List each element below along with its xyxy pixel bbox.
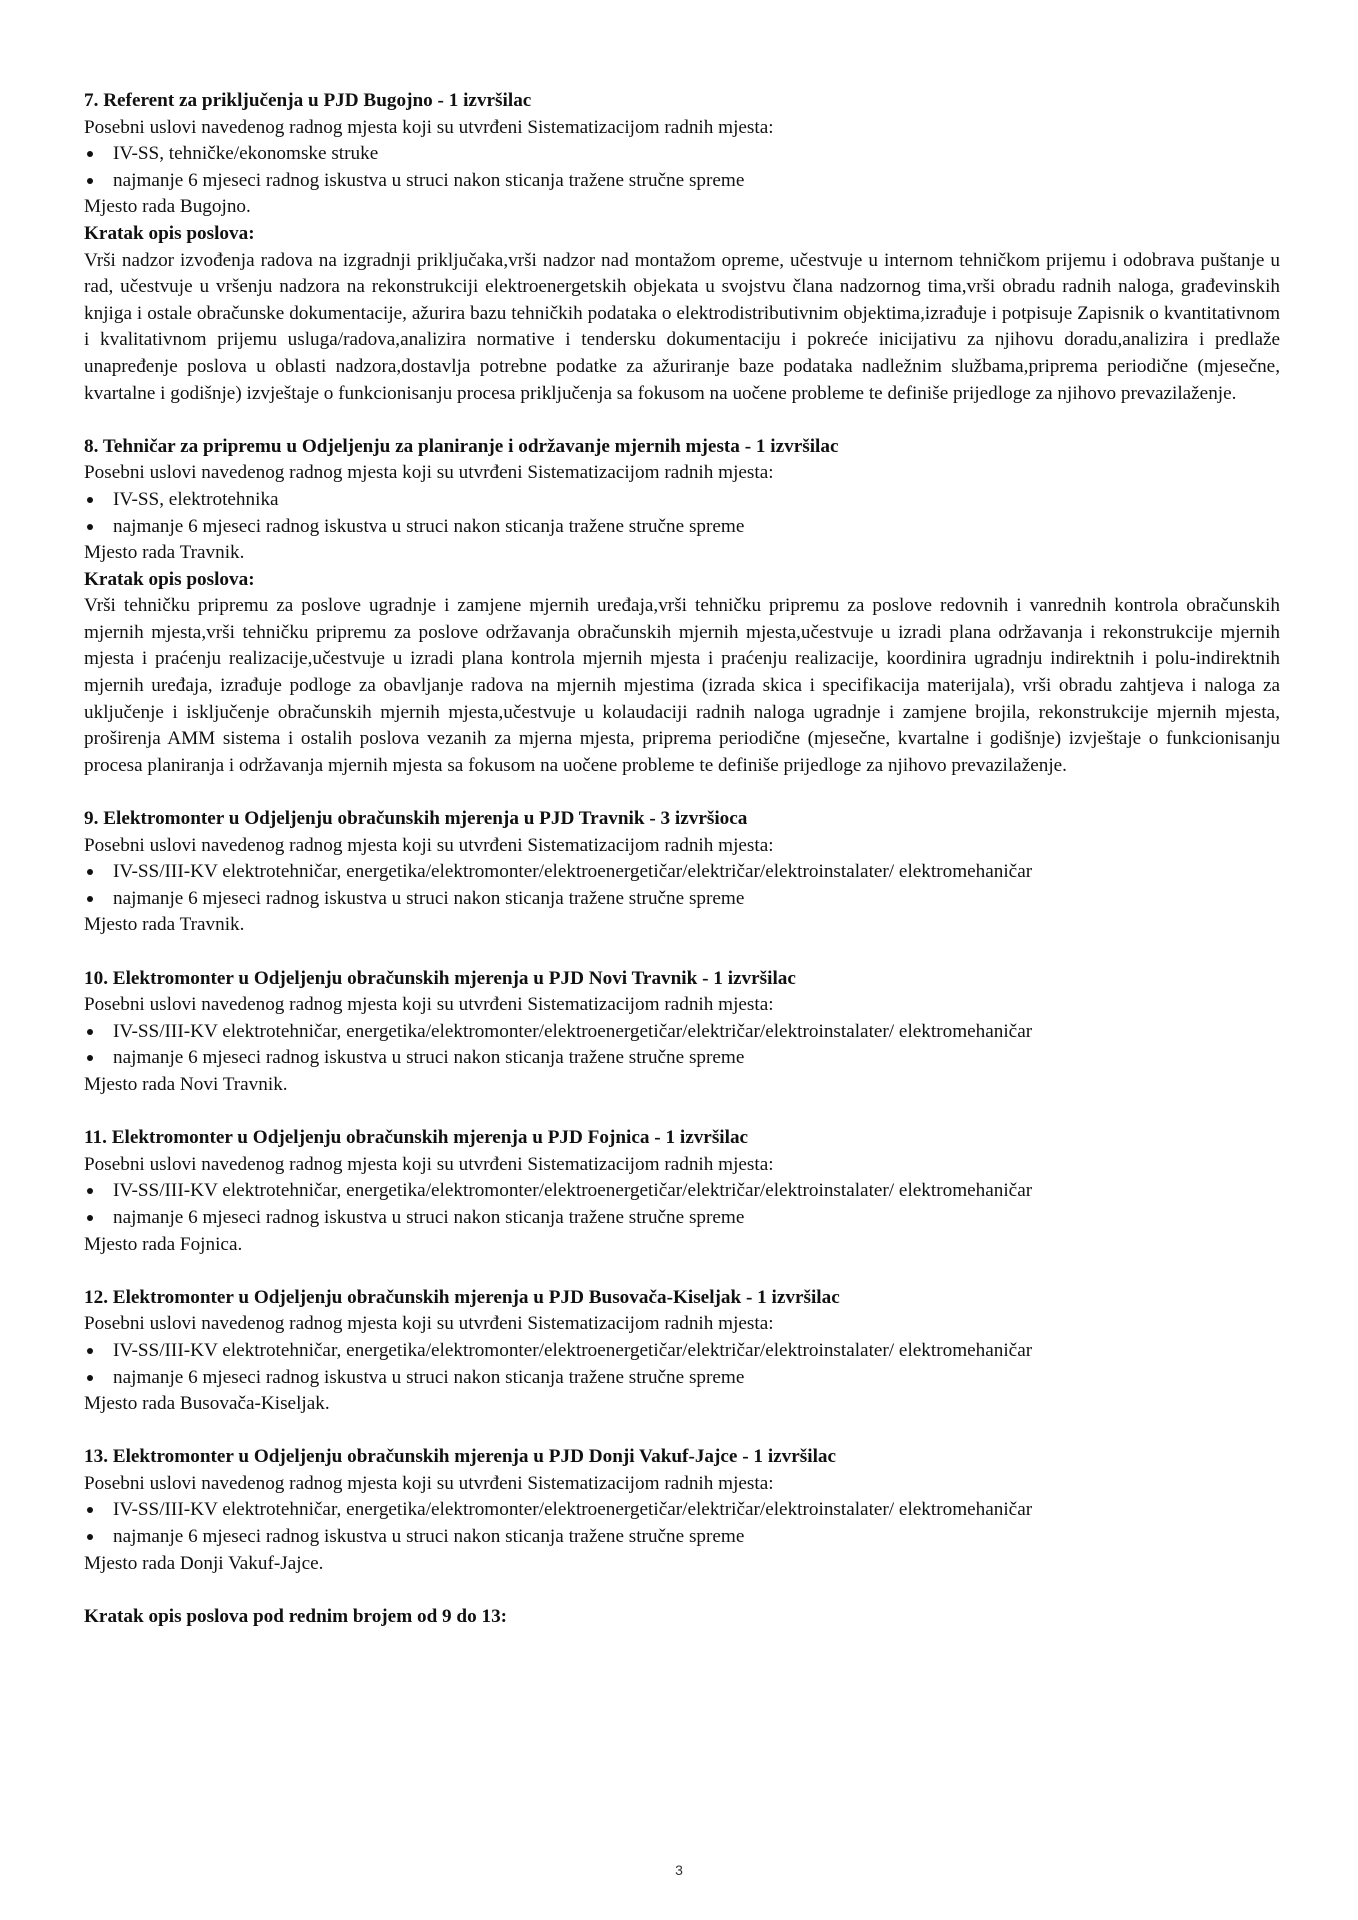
list-item-text: IV-SS/III-KV elektrotehničar, energetika/elektromonter/elektroenergetičar/električar/elektroinstalater/ elektromehaničar [113, 1499, 1033, 1521]
conditions-intro: Posebni uslovi navedenog radnog mjesta koji su utvrđeni Sistematizacijom radnih mjesta: [84, 994, 774, 1016]
conditions-intro: Posebni uslovi navedenog radnog mjesta koji su utvrđeni Sistematizacijom radnih mjesta: [84, 462, 774, 484]
bullet-icon [87, 1188, 93, 1194]
list-item [84, 1338, 1280, 1365]
conditions-list [84, 1178, 1280, 1231]
job-section-12 [84, 1285, 1280, 1418]
job-section-10 [84, 966, 1280, 1099]
work-location: Mjesto rada Donji Vakuf-Jajce. [84, 1552, 324, 1574]
section-title: 10. Elektromonter u Odjeljenju obračunskih mjerenja u PJD Novi Travnik - 1 izvršilac [84, 967, 796, 989]
page-number: 3 [675, 1862, 683, 1878]
job-description: Vrši nadzor izvođenja radova na izgradnji priključaka,vrši nadzor nad montažom opreme, učestvuje u internom tehničkom prijemu i odobrava puštanje u rad, učestvuje u vršenju nadzora na rekonstrukciji elektroenergetskih objekata u svojstvu člana nadzornog tima,vrši obradu radnih naloga, građevinskih knjiga i ostale obračunske dokumentacije, ažurira bazu tehničkih podataka o elektrodistributivnim objektima,izrađuje i potpisuje Zapisnik o kvantitativnom i kvalitativnom prijemu usluga/radova,analizira normative i tendersku dokumentaciju i pokreće inicijativu za njihovu doradu,analizira i predlaže unapređenje poslova u oblasti nadzora,dostavlja potrebne podatke za ažuriranje baze podataka nadležnim službama,priprema periodične (mjesečne, kvartalne i godišnje) izvještaje o funkcionisanju procesa priključenja sa fokusom na uočene probleme te definiše prijedloge za njihovo prevazilaženje. [84, 249, 1280, 404]
list-item-text: najmanje 6 mjeseci radnog iskustva u struci nakon sticanja tražene stručne spreme [113, 1366, 745, 1388]
bullet-icon [87, 524, 93, 530]
list-item [84, 1524, 1280, 1551]
bullet-icon [87, 1507, 93, 1513]
work-location: Mjesto rada Travnik. [84, 542, 245, 564]
conditions-list [84, 487, 1280, 540]
bullet-icon [87, 869, 93, 875]
list-item-text: najmanje 6 mjeseci radnog iskustva u struci nakon sticanja tražene stručne spreme [113, 1047, 745, 1069]
section-title: 11. Elektromonter u Odjeljenju obračunskih mjerenja u PJD Fojnica - 1 izvršilac [84, 1127, 749, 1149]
list-item-text: najmanje 6 mjeseci radnog iskustva u struci nakon sticanja tražene stručne spreme [113, 1526, 745, 1548]
shared-description-heading: Kratak opis poslova pod rednim brojem od 9 do 13: [84, 1605, 508, 1627]
work-location: Mjesto rada Bugojno. [84, 196, 251, 218]
conditions-intro: Posebni uslovi navedenog radnog mjesta koji su utvrđeni Sistematizacijom radnih mjesta: [84, 1472, 774, 1494]
bullet-icon [87, 1029, 93, 1035]
list-item [84, 141, 1280, 168]
conditions-intro: Posebni uslovi navedenog radnog mjesta koji su utvrđeni Sistematizacijom radnih mjesta: [84, 1153, 774, 1175]
bullet-icon [87, 1534, 93, 1540]
bullet-icon [87, 497, 93, 503]
conditions-list [84, 859, 1280, 912]
bullet-icon [87, 1348, 93, 1354]
document-page [84, 88, 1280, 1630]
section-title: 12. Elektromonter u Odjeljenju obračunskih mjerenja u PJD Busovača-Kiseljak - 1 izvršilac [84, 1286, 840, 1308]
conditions-intro: Posebni uslovi navedenog radnog mjesta koji su utvrđeni Sistematizacijom radnih mjesta: [84, 116, 774, 138]
list-item-text: IV-SS, elektrotehnika [113, 488, 279, 510]
section-title: 7. Referent za priključenja u PJD Bugojno - 1 izvršilac [84, 90, 532, 111]
conditions-list [84, 1019, 1280, 1072]
bullet-icon [87, 896, 93, 902]
section-title: 8. Tehničar za pripremu u Odjeljenju za planiranje i održavanje mjernih mjesta - 1 izvršilac [84, 435, 839, 457]
section-title: 13. Elektromonter u Odjeljenju obračunskih mjerenja u PJD Donji Vakuf-Jajce - 1 izvršilac [84, 1446, 837, 1468]
job-section-8 [84, 434, 1280, 780]
bullet-icon [87, 1215, 93, 1221]
conditions-list [84, 141, 1280, 194]
list-item [84, 168, 1280, 195]
conditions-intro: Posebni uslovi navedenog radnog mjesta koji su utvrđeni Sistematizacijom radnih mjesta: [84, 1313, 774, 1335]
description-heading: Kratak opis poslova: [84, 568, 255, 590]
list-item-text: najmanje 6 mjeseci radnog iskustva u struci nakon sticanja tražene stručne spreme [113, 515, 745, 537]
list-item [84, 1045, 1280, 1072]
job-section-9 [84, 806, 1280, 939]
list-item-text: IV-SS, tehničke/ekonomske struke [113, 143, 379, 165]
list-item [84, 514, 1280, 541]
job-description: Vrši tehničku pripremu za poslove ugradnje i zamjene mjernih uređaja,vrši tehničku pripremu za poslove redovnih i vanrednih kontrola obračunskih mjernih mjesta,vrši tehničku pripremu za poslove održavanja obračunskih mjernih mjesta,učestvuje u izradi plana održavanja i rekonstrukcije mjernih mjesta i praćenju realizacije,učestvuje u izradi plana kontrola mjernih mjesta i praćenju realizacije, koordinira ugradnju indirektnih i polu-indirektnih mjernih uređaja, izrađuje podloge za obavljanje radova na mjernih mjestima (izrada skica i specifikacija materijala), vrši obradu zahtjeva i naloga za uključenje i isključenje obračunskih mjernih mjesta,učestvuje u kolaudaciji radnih naloga ugradnje i zamjene brojila, rekonstrukcije mjernih mjesta, proširenja AMM sistema i ostalih poslova vezanih za mjerna mjesta, priprema periodične (mjesečne, kvartalne i godišnje) izvještaje o funkcionisanju procesa planiranja i održavanja mjernih mjesta sa fokusom na uočene probleme te definiše prijedloge za njihovo prevazilaženje. [84, 595, 1280, 776]
description-heading: Kratak opis poslova: [84, 222, 255, 244]
conditions-list [84, 1497, 1280, 1550]
job-section-11 [84, 1125, 1280, 1258]
work-location: Mjesto rada Novi Travnik. [84, 1073, 288, 1095]
work-location: Mjesto rada Fojnica. [84, 1233, 243, 1255]
conditions-intro: Posebni uslovi navedenog radnog mjesta koji su utvrđeni Sistematizacijom radnih mjesta: [84, 834, 774, 856]
list-item [84, 859, 1280, 886]
list-item [84, 1365, 1280, 1392]
list-item-text: najmanje 6 mjeseci radnog iskustva u struci nakon sticanja tražene stručne spreme [113, 169, 745, 191]
list-item [84, 1178, 1280, 1205]
bullet-icon [87, 1375, 93, 1381]
bullet-icon [87, 178, 93, 184]
list-item-text: IV-SS/III-KV elektrotehničar, energetika/elektromonter/elektroenergetičar/električar/elektroinstalater/ elektromehaničar [113, 1339, 1033, 1361]
list-item [84, 1205, 1280, 1232]
work-location: Mjesto rada Travnik. [84, 914, 245, 936]
bullet-icon [87, 151, 93, 157]
list-item [84, 886, 1280, 913]
list-item-text: najmanje 6 mjeseci radnog iskustva u struci nakon sticanja tražene stručne spreme [113, 887, 745, 909]
conditions-list [84, 1338, 1280, 1391]
list-item-text: IV-SS/III-KV elektrotehničar, energetika/elektromonter/elektroenergetičar/električar/elektroinstalater/ elektromehaničar [113, 1020, 1033, 1042]
list-item-text: IV-SS/III-KV elektrotehničar, energetika/elektromonter/elektroenergetičar/električar/elektroinstalater/ elektromehaničar [113, 1180, 1033, 1202]
list-item-text: IV-SS/III-KV elektrotehničar, energetika/elektromonter/elektroenergetičar/električar/elektroinstalater/ elektromehaničar [113, 861, 1033, 883]
bullet-icon [87, 1055, 93, 1061]
section-title: 9. Elektromonter u Odjeljenju obračunskih mjerenja u PJD Travnik - 3 izvršioca [84, 808, 748, 830]
list-item [84, 1019, 1280, 1046]
work-location: Mjesto rada Busovača-Kiseljak. [84, 1393, 330, 1415]
job-section-13 [84, 1444, 1280, 1577]
job-section-7 [84, 88, 1280, 407]
list-item [84, 487, 1280, 514]
list-item [84, 1497, 1280, 1524]
list-item-text: najmanje 6 mjeseci radnog iskustva u struci nakon sticanja tražene stručne spreme [113, 1206, 745, 1228]
